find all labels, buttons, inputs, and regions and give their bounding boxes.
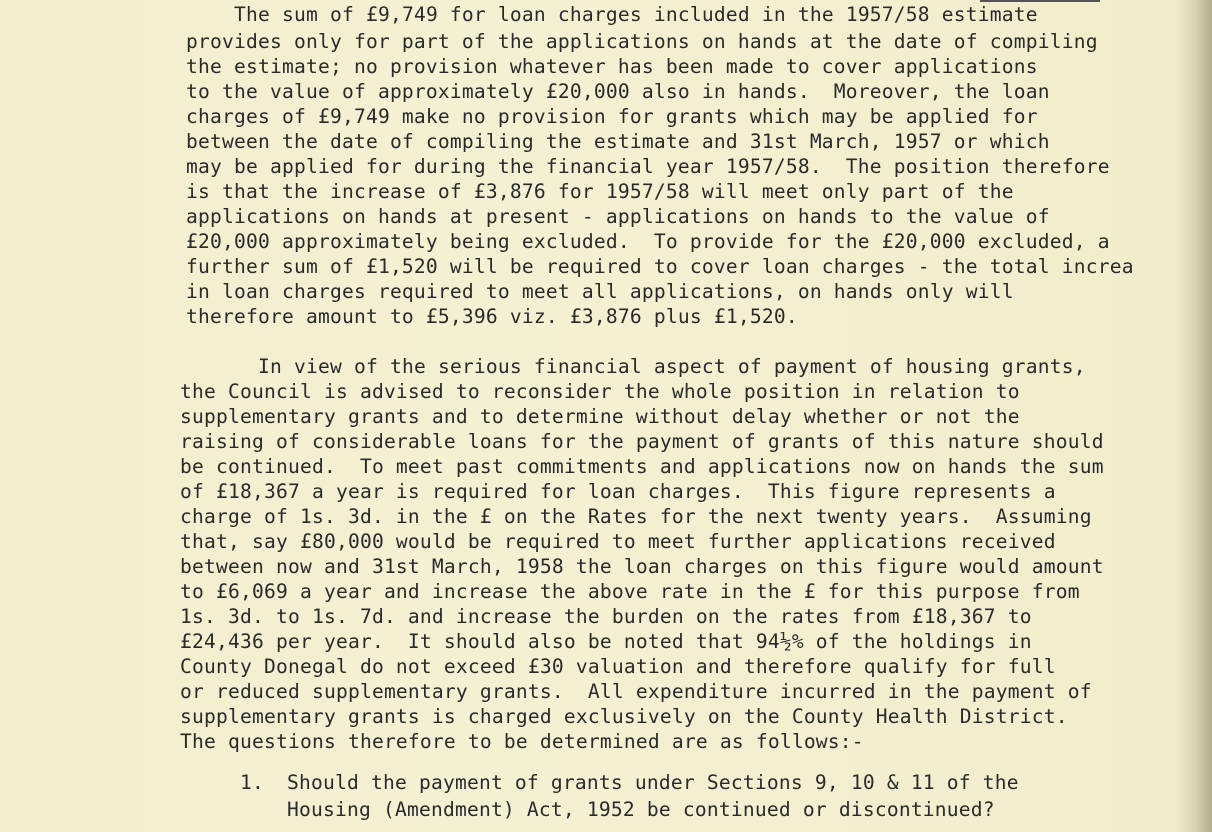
text-line: further sum of £1,520 will be required to cover loan charges - the total increa [186,255,1134,278]
text-line: raising of considerable loans for the payment of grants of this nature should [180,430,1104,453]
text-line: therefore amount to £5,396 viz. £3,876 plus £1,520. [186,305,798,328]
text-line: the Council is advised to reconsider the whole position in relation to [180,380,1020,403]
text-line: provides only for part of the applications on hands at the date of compiling [186,30,1098,53]
text-line: between now and 31st March, 1958 the loan charges on this figure would amount [180,555,1104,578]
text-line: The questions therefore to be determined are as follows:- [180,730,864,753]
text-line: supplementary grants is charged exclusively on the County Health District. [180,705,1068,728]
text-line: Should the payment of grants under Sections 9, 10 & 11 of the [287,771,1019,794]
text-line: of £18,367 a year is required for loan charges. This figure represents a [180,480,1056,503]
page-top-rule [980,0,1100,2]
text-line: £20,000 approximately being excluded. To provide for the £20,000 excluded, a [186,230,1110,253]
text-line: or reduced supplementary grants. All expenditure incurred in the payment of [180,680,1092,703]
text-line: In view of the serious financial aspect of payment of housing grants, [258,355,1086,378]
text-line: may be applied for during the financial year 1957/58. The position therefore [186,155,1110,178]
text-line: between the date of compiling the estimate and 31st March, 1957 or which [186,130,1050,153]
text-line: Housing (Amendment) Act, 1952 be continued or discontinued? [287,798,995,821]
page-edge-shadow [1176,0,1212,832]
text-line: The sum of £9,749 for loan charges included in the 1957/58 estimate [234,3,1038,26]
text-line: charges of £9,749 make no provision for grants which may be applied for [186,105,1038,128]
text-line: 1s. 3d. to 1s. 7d. and increase the burden on the rates from £18,367 to [180,605,1032,628]
text-line: £24,436 per year. It should also be noted that 94½% of the holdings in [180,630,1032,653]
text-line: to £6,069 a year and increase the above rate in the £ for this purpose from [180,580,1080,603]
text-line: in loan charges required to meet all applications, on hands only will [186,280,1014,303]
text-line: that, say £80,000 would be required to meet further applications received [180,530,1056,553]
text-line: be continued. To meet past commitments and applications now on hands the sum [180,455,1104,478]
text-line: charge of 1s. 3d. in the £ on the Rates for the next twenty years. Assuming [180,505,1092,528]
text-line: the estimate; no provision whatever has been made to cover applications [186,55,1038,78]
text-line: to the value of approximately £20,000 also in hands. Moreover, the loan [186,80,1050,103]
text-line: is that the increase of £3,876 for 1957/58 will meet only part of the [186,180,1014,203]
text-line: supplementary grants and to determine without delay whether or not the [180,405,1020,428]
text-line: County Donegal do not exceed £30 valuation and therefore qualify for full [180,655,1056,678]
text-line: applications on hands at present - applications on hands to the value of [186,205,1050,228]
question-number: 1. [240,771,264,794]
